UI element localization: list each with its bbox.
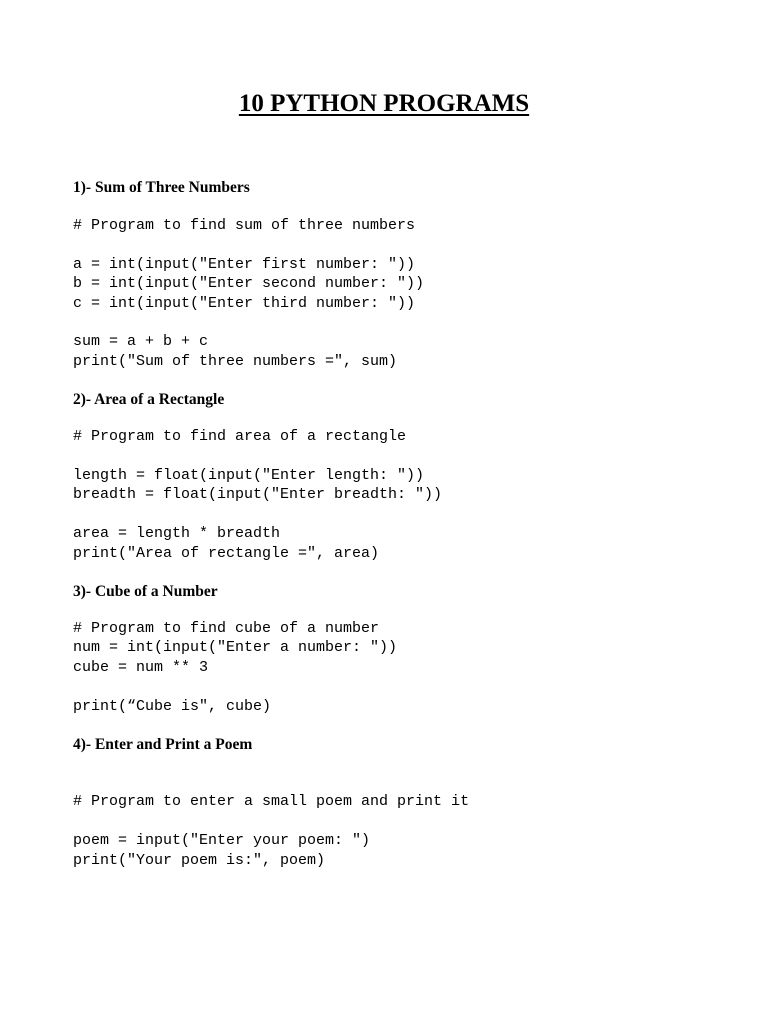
section-1-comment: # Program to find sum of three numbers bbox=[73, 217, 416, 234]
section-3-code-line: cube = num ** 3 bbox=[73, 659, 209, 676]
section-4-heading: 4)- Enter and Print a Poem bbox=[73, 736, 253, 753]
section-4-code-line: poem = input("Enter your poem: ") bbox=[73, 832, 371, 849]
section-3-code-line: num = int(input("Enter a number: ")) bbox=[73, 639, 398, 656]
section-1-code-line: sum = a + b + c bbox=[73, 333, 209, 350]
section-1-code-line: a = int(input("Enter first number: ")) bbox=[73, 256, 416, 273]
section-2-heading: 2)- Area of a Rectangle bbox=[73, 391, 225, 408]
section-3-comment: # Program to find cube of a number bbox=[73, 620, 380, 637]
section-1-code-line: print("Sum of three numbers =", sum) bbox=[73, 353, 398, 370]
section-4-comment: # Program to enter a small poem and print it bbox=[73, 793, 470, 810]
section-4-code-line: print("Your poem is:", poem) bbox=[73, 852, 326, 869]
section-3-heading: 3)- Cube of a Number bbox=[73, 583, 218, 600]
section-2-comment: # Program to find area of a rectangle bbox=[73, 428, 407, 445]
section-1-code-line: b = int(input("Enter second number: ")) bbox=[73, 275, 425, 292]
section-1-heading: 1)- Sum of Three Numbers bbox=[73, 179, 250, 196]
section-2-code-line: area = length * breadth bbox=[73, 525, 281, 542]
section-2-code-line: breadth = float(input("Enter breadth: ")) bbox=[73, 486, 443, 503]
section-1-code-line: c = int(input("Enter third number: ")) bbox=[73, 295, 416, 312]
document-title bbox=[0, 89, 768, 119]
section-2-code-line: print("Area of rectangle =", area) bbox=[73, 545, 380, 562]
section-2-code-line: length = float(input("Enter length: ")) bbox=[73, 467, 425, 484]
document-title-text: 10 PYTHON PROGRAMS bbox=[238, 90, 530, 117]
section-3-code-line: print(“Cube is", cube) bbox=[73, 698, 272, 715]
